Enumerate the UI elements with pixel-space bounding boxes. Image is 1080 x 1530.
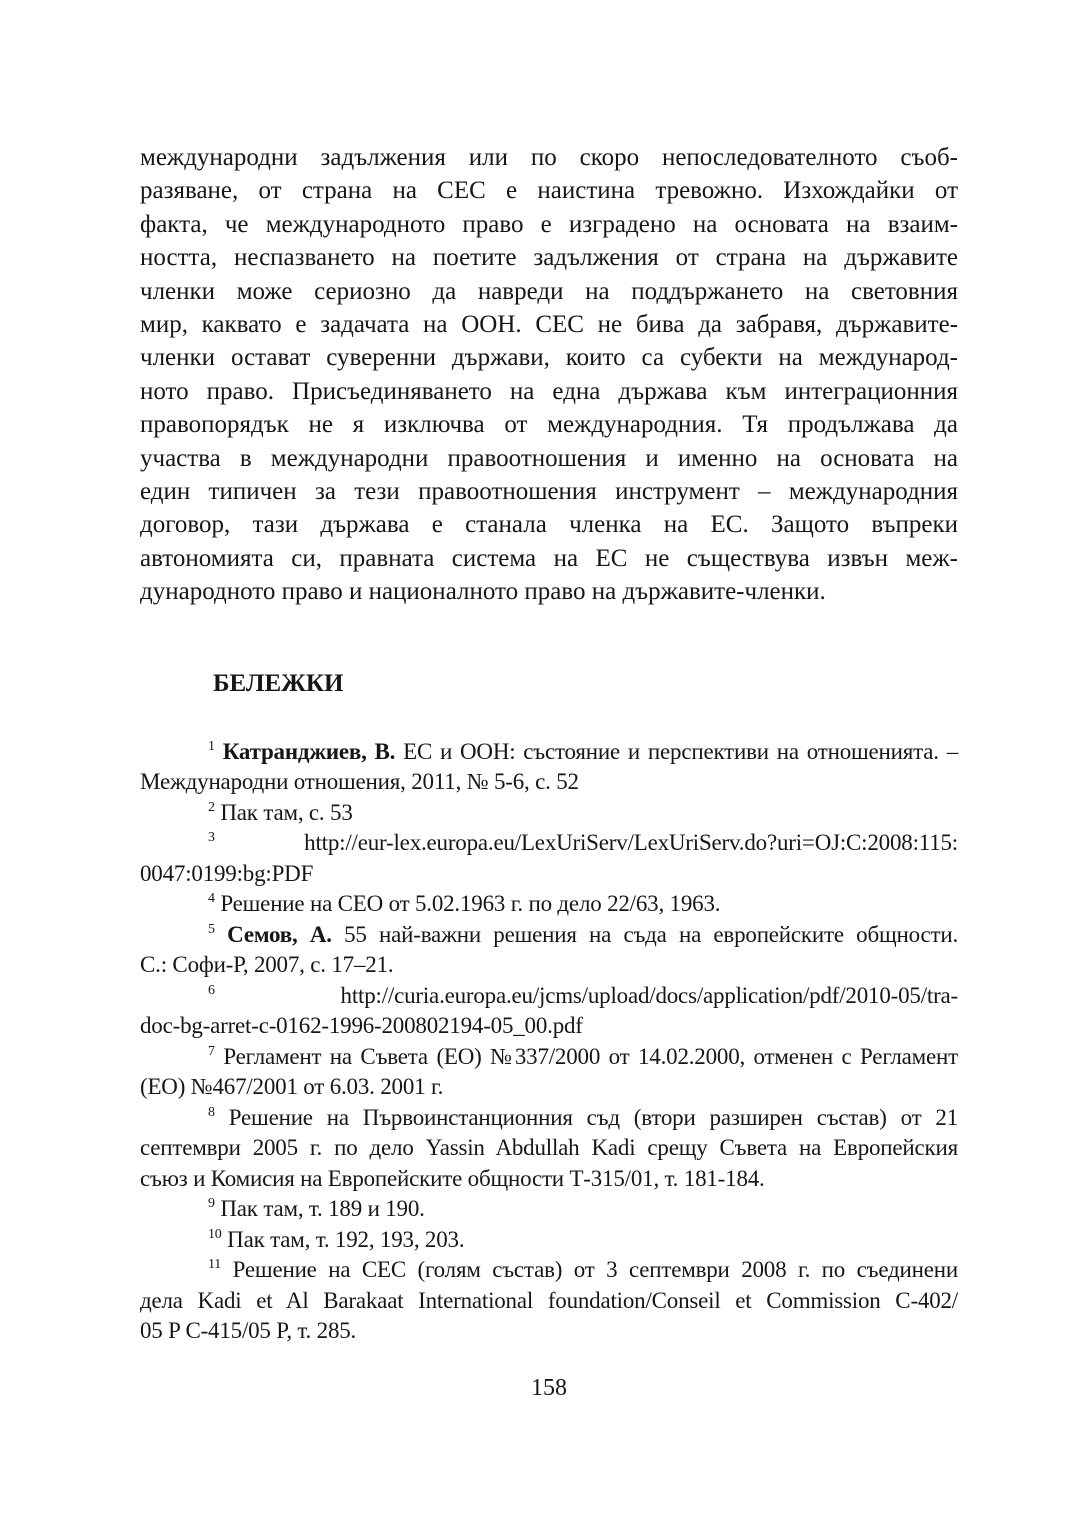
footnote-line: Международни отношения, 2011, № 5-6, с. 52 (140, 769, 579, 795)
footnotes (140, 737, 958, 1347)
footnote-line: $^9$ Пак там, т. 189 и 190. (208, 1196, 425, 1222)
body-text-line: ността, неспазването на поетите задължения от страна на държавите (140, 244, 958, 272)
footnote-line: $^2$ Пак там, с. 53 (208, 799, 353, 825)
body-text-line: автономията си, правната система на ЕС не съществува извън меж- (140, 544, 958, 572)
footnote-line: (ЕО) №467/2001 от 6.03. 2001 г. (140, 1074, 444, 1100)
footnote-author: Семов, А. (227, 921, 332, 947)
body-text-line: членки може сериозно да навреди на поддържането на световния (140, 277, 958, 305)
body-text-line: международни задължения или по скоро непоследователното съоб- (140, 144, 958, 171)
body-text-line: факта, че международното право е изградено на основата на взаим- (140, 210, 958, 238)
footnote-line: $^4$ Решение на СЕО от 5.02.1963 г. по дело 22/63, 1963. (208, 891, 721, 917)
footnote-number: 6 (208, 982, 215, 998)
footnote-line: дела Kadi et Al Barakaat International foundation/Conseil et Commission C-402/ (140, 1287, 958, 1313)
footnote-number: 4 (208, 891, 215, 907)
footnote-number: 10 (208, 1226, 222, 1242)
body-text-line: ното право. Присъединяването на една държава към интеграционния (140, 377, 958, 405)
footnote-5 (140, 920, 958, 981)
body-text-line: договор, тази държава е станала членка на ЕС. Защото въпреки (140, 511, 958, 539)
footnote-number: 2 (208, 799, 215, 815)
footnote-3 (140, 828, 958, 889)
footnote-line: 05 P С-415/05 P, т. 285. (140, 1318, 357, 1344)
footnote-number: 8 (208, 1104, 215, 1120)
footnote-10 (140, 1225, 958, 1256)
footnote-number: 11 (208, 1257, 222, 1273)
page-content (140, 141, 958, 1403)
footnote-2 (140, 798, 958, 829)
footnote-line: $^7$ Регламент на Съвета (ЕО) №337/2000 от 14.02.2000, отменен с Регламент (208, 1043, 958, 1069)
footnote-11 (140, 1255, 958, 1347)
footnote-number: 5 (208, 921, 215, 937)
footnote-9 (140, 1194, 958, 1225)
footnote-author: Катранджиев, В. (222, 738, 396, 764)
body-text-line: членки остават суверенни държави, които са субекти на международ- (140, 344, 958, 372)
body-text-line: разяване, от страна на СЕС е наистина тревожно. Изхождайки от (140, 177, 958, 205)
page-number: 158 (531, 1374, 567, 1401)
footnote-line: $^5$ Семов, А. 55 най-важни решения на съда на европейските общности. (208, 921, 958, 947)
footnote-line: 0047:0199:bg:PDF (140, 860, 314, 886)
body-text-line: участва в международни правоотношения и именно на основата на (140, 444, 958, 472)
body-text-line: мир, каквато е задачата на ООН. СЕС не бива да забравя, държавите- (140, 311, 958, 339)
footnote-line: $^3$ http://eur-lex.europa.eu/LexUriServ/LexUriServ.do?uri=OJ:C:2008:115: (208, 830, 958, 856)
footnote-4 (140, 889, 958, 920)
footnote-line: $^6$ http://curia.europa.eu/jcms/upload/docs/application/pdf/2010-05/tra- (208, 982, 958, 1008)
footnote-1 (140, 737, 958, 798)
footnote-number: 3 (208, 830, 215, 846)
body-text-line: дународното право и националното право на държавите-членки. (140, 578, 826, 606)
footnote-number: 1 (208, 738, 215, 754)
footnote-number: 9 (208, 1196, 215, 1212)
footnote-number: 7 (208, 1043, 215, 1059)
notes-heading: БЕЛЕЖКИ (213, 669, 344, 697)
footnote-line: doc-bg-arret-c-0162-1996-200802194-05_00.pdf (140, 1013, 583, 1039)
footnote-line: $^{11}$ Решение на СЕС (голям състав) от 3 септември 2008 г. по съединени (208, 1257, 958, 1283)
body-paragraph (140, 141, 958, 609)
body-text-line: правопорядък не я изключва от международния. Тя продължава да (140, 411, 958, 439)
footnote-line: $^{10}$ Пак там, т. 192, 193, 203. (208, 1226, 465, 1252)
footnote-line: съюз и Комисия на Европейските общности Т-315/01, т. 181-184. (140, 1165, 765, 1191)
footnote-7 (140, 1042, 958, 1103)
footnote-line: $^8$ Решение на Първоинстанционния съд (втори разширен състав) от 21 (208, 1104, 958, 1130)
footnote-6 (140, 981, 958, 1042)
footnote-line: С.: Софи-Р, 2007, с. 17–21. (140, 952, 394, 978)
footnote-8 (140, 1103, 958, 1195)
body-text-line: един типичен за тези правоотношения инструмент – международния (140, 478, 958, 506)
footnote-line: $^1$ Катранджиев, В. ЕС и ООН: състояние и перспективи на отношенията. – (208, 738, 958, 764)
footnote-line: септември 2005 г. по дело Yassin Abdullah Kadi срещу Съвета на Европейския (140, 1135, 958, 1161)
